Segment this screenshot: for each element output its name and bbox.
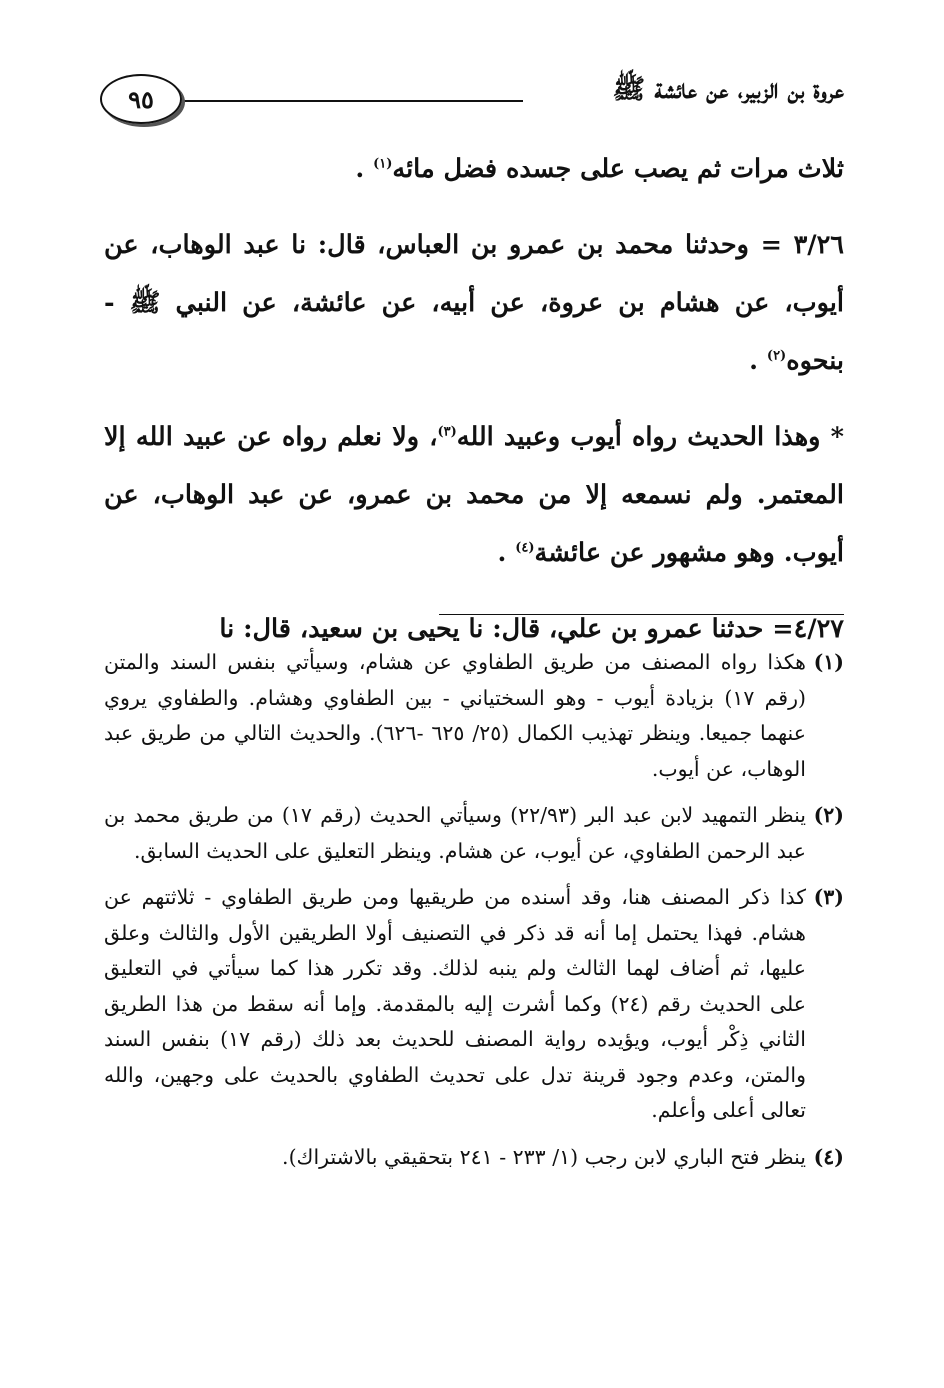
footnote-1 (104, 645, 844, 787)
main-text (104, 140, 844, 658)
page-number-badge (100, 74, 182, 124)
commentary-text-1: * وهذا الحديث رواه أيوب وعبيد الله (456, 422, 845, 452)
footnote-number: (٣) (813, 885, 844, 909)
footnote-number: (٢) (813, 803, 844, 827)
footnote-ref-2: (٢) (766, 348, 787, 364)
footnote-text: ينظر التمهيد لابن عبد البر (٢٢/٩٣) وسيأتي الحديث (رقم ١٧) من طريق محمد بن عبد الرحمن الطفاوي، عن أيوب، عن هشام. وينظر التعليق على الحديث السابق. (104, 803, 807, 863)
hadith-27: ٤/٢٧= حدثنا عمرو بن علي، قال: نا يحيى بن سعيد، قال: نا (219, 614, 844, 644)
footnote-separator (439, 614, 844, 615)
footnote-text: كذا ذكر المصنف هنا، وقد أسنده من طريقيها ومن طريق الطفاوي - ثلاثتهم عن هشام. فهذا يحتمل إما أنه قد ذكر في التصنيف أولا الطريقين الأول والثالث وعلق عليها، ثم أضاف لهما الثالث ولم ينبه لذلك. وقد تكرر هذا كما سيأتي في التعليق على الحديث رقم (٢٤) وكما أشرت إليه بالمقدمة. وإما أنه سقط من هذا الطريق الثاني ذِكْر أيوب، ويؤيده رواية المصنف للحديث بعد ذلك (رقم ١٧) بنفس السند والمتن، وعدم وجود قرينة تدل على تحديث الطفاوي بالحديث على وجهين، والله تعالى أعلى وأعلم. (104, 885, 807, 1122)
footnote-ref-1: (١) (373, 156, 393, 172)
commentary-paragraph (104, 408, 844, 582)
paragraph-1-text: ثلاث مرات ثم يصب على جسده فضل مائه (392, 154, 844, 184)
paragraph-1-end: . (355, 154, 374, 184)
footnote-text: هكذا رواه المصنف من طريق الطفاوي عن هشام، وسيأتي بنفس السند والمتن (رقم ١٧) بزيادة أيوب - وهو السختياني - بين الطفاوي وهشام. والطفاوي يروي عنهما جميعا. وينظر تهذيب الكمال (٢٥/ ٦٢٥ -٦٢٦). والحديث التالي من طريق عبد الوهاب، عن أيوب. (104, 650, 806, 781)
running-title: عروة بن الزبير، عن عائشة ﷺ (612, 74, 844, 105)
header-rule (183, 100, 523, 102)
footnote-3 (104, 880, 844, 1129)
page-number: ٩٥ (128, 84, 154, 114)
hadith-26-end: . (749, 346, 767, 376)
hadith-26-text: ٣/٢٦ = وحدثنا محمد بن عمرو بن العباس، قال: نا عبد الوهاب، عن أيوب، عن هشام بن عروة، عن أبيه، عن عائشة، عن النبي ﷺ - بنحوه (104, 230, 844, 376)
footnote-2 (104, 798, 844, 869)
footnote-number: (١) (813, 650, 844, 674)
commentary-end: . (497, 538, 516, 568)
footnote-ref-3: (٣) (437, 424, 457, 440)
footnote-ref-4: (٤) (515, 540, 535, 556)
hadith-26 (104, 216, 844, 390)
commentary-text-2: ، ولا نعلم رواه عن عبيد الله إلا المعتمر. ولم نسمعه إلا من محمد بن عمرو، عن عبد الوهاب، عن أيوب. وهو مشهور عن عائشة (104, 422, 844, 568)
footnotes-section (104, 645, 844, 1186)
footnote-number: (٤) (813, 1144, 844, 1169)
paragraph-1 (104, 140, 844, 198)
footnote-text: ينظر فتح الباري لابن رجب (١/ ٢٣٣ - ٢٤١ بتحقيقي بالاشتراك). (282, 1144, 806, 1169)
footnote-4 (104, 1140, 844, 1176)
